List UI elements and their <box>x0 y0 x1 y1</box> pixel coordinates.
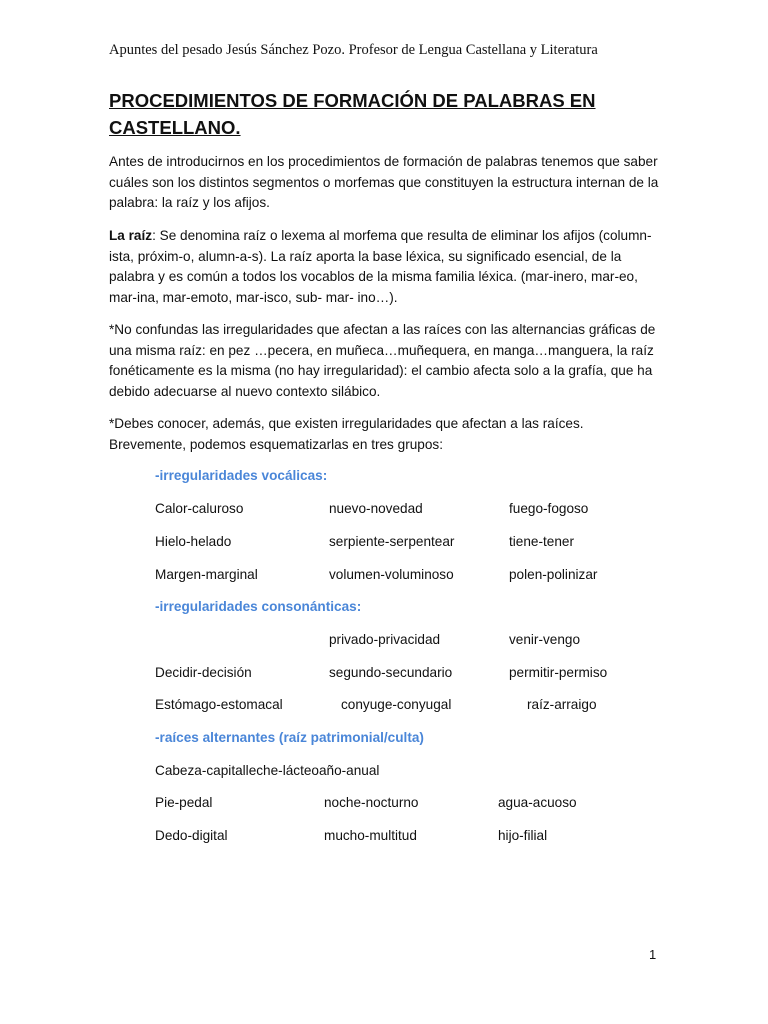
raiz-definition: : Se denomina raíz o lexema al morfema que resulta de eliminar los afijos (column-ista, próxim-o, alumn-a-s). La raíz aporta la base léxica, su significado esencial, de la palabra y es común a todos los vocablos de la misma familia léxica. (mar-inero, mar-eo, mar-ina, mar-emoto, mar-isco, sub- mar- ino…). <box>109 228 652 305</box>
word-pair: agua-acuoso <box>498 795 577 810</box>
word-pair: polen-polinizar <box>509 567 598 582</box>
word-pair: venir-vengo <box>509 632 581 647</box>
word-pair: volumen-voluminoso <box>329 567 454 582</box>
word-pair: segundo-secundario <box>329 665 453 680</box>
word-pair: Calor-caluroso <box>155 501 244 516</box>
word-pair: conyuge-conyugal <box>341 697 452 712</box>
word-pair: Decidir-decisión <box>155 665 252 680</box>
page-header: Apuntes del pesado Jesús Sánchez Pozo. Profesor de Lengua Castellana y Literatura <box>109 42 598 58</box>
raiz-paragraph <box>109 226 664 308</box>
word-pair: Estómago-estomacal <box>155 697 283 712</box>
heading-irregularidades-consonanticas: -irregularidades consonánticas: <box>155 599 362 614</box>
intro-paragraph: Antes de introducirnos en los procedimientos de formación de palabras tenemos que saber cuáles son los distintos segmentos o morfemas que constituyen la estructura internan de la palabra: la raíz y los afijos. <box>109 154 659 211</box>
word-pair: mucho-multitud <box>324 828 417 843</box>
word-pair: tiene-tener <box>509 534 574 549</box>
word-pair-run: Cabeza-capitalleche-lácteoaño-anual <box>155 763 380 778</box>
page-number: 1 <box>649 947 657 962</box>
word-pair: permitir-permiso <box>509 665 608 680</box>
document-title: PROCEDIMIENTOS DE FORMACIÓN DE PALABRAS EN CASTELLANO. <box>109 90 596 138</box>
heading-irregularidades-vocalicas: -irregularidades vocálicas: <box>155 468 328 483</box>
word-pair: raíz-arraigo <box>527 697 597 712</box>
raiz-term: La raíz <box>109 228 153 243</box>
word-pair: Dedo-digital <box>155 828 228 843</box>
word-pair: Margen-marginal <box>155 567 258 582</box>
word-pair: nuevo-novedad <box>329 501 423 516</box>
note-alternancias: *No confundas las irregularidades que afectan a las raíces con las alternancias gráficas de una misma raíz: en pez …pecera, en muñeca…muñequera, en manga…manguera, la raíz fonéticamente es la misma (no hay irregularidad): el cambio afecta solo a la grafía, que ha debido adecuarse al nuevo contexto silábico. <box>109 322 656 399</box>
word-pair: Pie-pedal <box>155 795 213 810</box>
word-pair: noche-nocturno <box>324 795 419 810</box>
word-pair: serpiente-serpentear <box>329 534 455 549</box>
heading-raices-alternantes: -raíces alternantes (raíz patrimonial/culta) <box>155 730 424 745</box>
word-pair: fuego-fogoso <box>509 501 589 516</box>
note-irregularidades: *Debes conocer, además, que existen irregularidades que afectan a las raíces. Brevemente, podemos esquematizarlas en tres grupos: <box>109 416 584 452</box>
word-pair: Hielo-helado <box>155 534 232 549</box>
word-pair: hijo-filial <box>498 828 548 843</box>
word-pair: privado-privacidad <box>329 632 441 647</box>
